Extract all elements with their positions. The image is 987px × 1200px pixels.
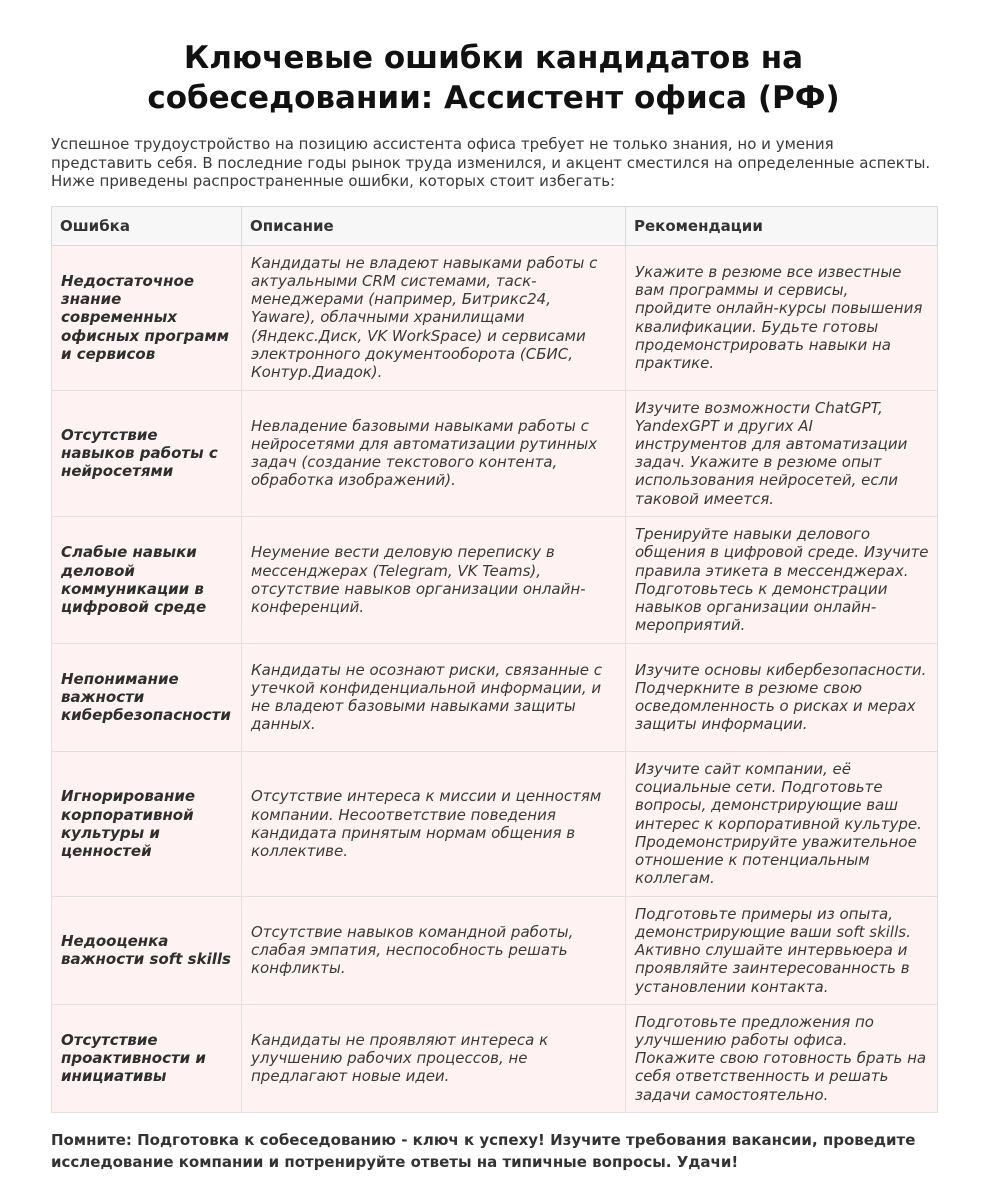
recommendation-cell: Изучите сайт компании, её социальные сети. Подготовьте вопросы, демонстрирующие ваш интерес к корпоративной культуре. Продемонстрируйте уважительное отношение к потенциальным коллегам.: [626, 751, 938, 896]
header-error: Ошибка: [52, 206, 242, 245]
table-row: [52, 245, 938, 390]
table-row: [52, 516, 938, 643]
table-row: [52, 896, 938, 1004]
table-row: [52, 751, 938, 896]
header-description: Описание: [242, 206, 626, 245]
description-cell: Невладение базовыми навыками работы с нейросетями для автоматизации рутинных задач (создание текстового контента, обработка изображений).: [242, 390, 626, 516]
error-cell: Недостаточное знание современных офисных программ и сервисов: [52, 245, 242, 390]
recommendation-cell: Укажите в резюме все известные вам программы и сервисы, пройдите онлайн-курсы повышения квалификации. Будьте готовы продемонстрировать навыки на практике.: [626, 245, 938, 390]
recommendation-cell: Подготовьте предложения по улучшению работы офиса. Покажите свою готовность брать на себя ответственность и решать задачи самостоятельно.: [626, 1004, 938, 1112]
recommendation-cell: Тренируйте навыки делового общения в цифровой среде. Изучите правила этикета в мессенджерах. Подготовьтесь к демонстрации навыков организации онлайн-мероприятий.: [626, 516, 938, 643]
error-cell: Отсутствие навыков работы с нейросетями: [52, 390, 242, 516]
description-cell: Кандидаты не владеют навыками работы с актуальными CRM системами, таск-менеджерами (например, Битрикс24, Yaware), облачными хранилищами (Яндекс.Диск, VK WorkSpace) и сервисами электронного документооборота (СБИС, Контур.Диадок).: [242, 245, 626, 390]
table-header-row: [52, 206, 938, 245]
description-cell: Отсутствие навыков командной работы, слабая эмпатия, неспособность решать конфликты.: [242, 896, 626, 1004]
table-row: [52, 643, 938, 751]
errors-table: [51, 206, 938, 1113]
error-cell: Отсутствие проактивности и инициативы: [52, 1004, 242, 1112]
recommendation-cell: Изучите возможности ChatGPT, YandexGPT и других AI инструментов для автоматизации задач. Укажите в резюме опыт использования нейросетей, если таковой имеется.: [626, 390, 938, 516]
description-cell: Неумение вести деловую переписку в мессенджерах (Telegram, VK Teams), отсутствие навыков организации онлайн-конференций.: [242, 516, 626, 643]
description-cell: Кандидаты не проявляют интереса к улучшению рабочих процессов, не предлагают новые идеи.: [242, 1004, 626, 1112]
error-cell: Игнорирование корпоративной культуры и ценностей: [52, 751, 242, 896]
error-cell: Непонимание важности кибербезопасности: [52, 643, 242, 751]
error-cell: Недооценка важности soft skills: [52, 896, 242, 1004]
footer-note: Помните: Подготовка к собеседованию - ключ к успеху! Изучите требования вакансии, проведите исследование компании и потренируйте ответы на типичные вопросы. Удачи!: [51, 1130, 916, 1171]
page-title: Ключевые ошибки кандидатов на собеседовании: Ассистент офиса (РФ): [147, 40, 840, 116]
table-row: [52, 390, 938, 516]
header-recommendation: Рекомендации: [626, 206, 938, 245]
description-cell: Отсутствие интереса к миссии и ценностям компании. Несоответствие поведения кандидата принятым нормам общения в коллективе.: [242, 751, 626, 896]
description-cell: Кандидаты не осознают риски, связанные с утечкой конфиденциальной информации, и не владеют базовыми навыками защиты данных.: [242, 643, 626, 751]
intro-paragraph: Успешное трудоустройство на позицию ассистента офиса требует не только знания, но и умения представить себя. В последние годы рынок труда изменился, и акцент сместился на определенные аспекты. Ниже приведены распространенные ошибки, которых стоит избегать:: [51, 135, 931, 190]
recommendation-cell: Подготовьте примеры из опыта, демонстрирующие ваши soft skills. Активно слушайте интервьюера и проявляйте заинтересованность в установлении контакта.: [626, 896, 938, 1004]
error-cell: Слабые навыки деловой коммуникации в цифровой среде: [52, 516, 242, 643]
table-row: [52, 1004, 938, 1112]
recommendation-cell: Изучите основы кибербезопасности. Подчеркните в резюме свою осведомленность о рисках и мерах защиты информации.: [626, 643, 938, 751]
